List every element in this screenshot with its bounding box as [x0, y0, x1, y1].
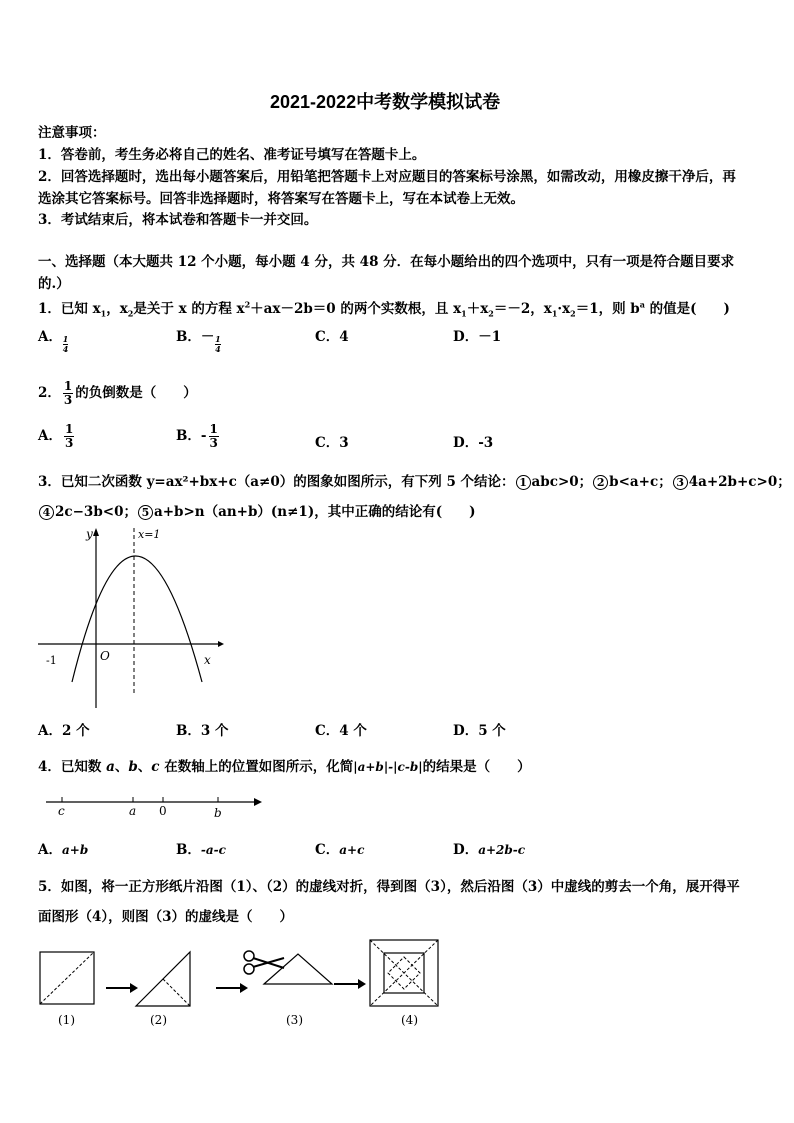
- question-1-option-a[interactable]: A． $\frac{1}{4}$: [38, 329, 69, 354]
- question-4-option-d[interactable]: D．a+2b-c: [453, 842, 526, 858]
- paper-folding-figure: [36, 936, 442, 1028]
- question-4-option-c[interactable]: C．a+c: [315, 842, 365, 858]
- figure-label-1: (1): [58, 1013, 75, 1027]
- question-1-option-d[interactable]: D．－1: [453, 329, 502, 345]
- question-4-stem: 4．已知数 a、b、c 在数轴上的位置如图所示，化简|a+b|-|c-b|的结果是（ ）: [38, 759, 531, 775]
- question-5-stem-line1: 5．如图，将一正方形纸片沿图（1）、（2）的虚线对折，得到图（3），然后沿图（3）中虚线的剪去一个角，展开得平: [38, 879, 740, 895]
- section-heading-line2: 的.）: [38, 276, 70, 292]
- origin-label: O: [100, 649, 110, 663]
- question-3-option-a[interactable]: A．2 个: [38, 723, 90, 739]
- figure-3-triangle: [264, 954, 332, 984]
- scissors-icon: [244, 951, 284, 974]
- figure-label-3: (3): [286, 1013, 303, 1027]
- notice-item-3: 3．考试结束后，将本试卷和答题卡一并交回。: [38, 212, 318, 228]
- y-axis-arrow: [93, 528, 99, 536]
- question-4-option-b[interactable]: B．-a-c: [176, 842, 226, 858]
- question-2-option-b[interactable]: B．- $\frac{1}{3}$: [176, 422, 218, 450]
- page-title: 2021-2022中考数学模拟试卷: [270, 92, 501, 112]
- question-3-option-b[interactable]: B．3 个: [176, 723, 229, 739]
- figure-2-fold: [163, 979, 190, 1006]
- question-2-option-d[interactable]: D．-3: [453, 435, 494, 451]
- parabola-curve: [72, 556, 202, 682]
- question-1-option-c[interactable]: C．4: [315, 329, 349, 345]
- section-heading-line1: 一、选择题（本大题共 12 个小题，每小题 4 分，共 48 分．在每小题给出的四个选项中，只有一项是符合题目要求: [38, 254, 735, 270]
- question-3-stem-line2: 4 2c−3b<0； 5 a+b>n（an+b）(n≠1)，其中正确的结论有( ): [38, 500, 475, 520]
- question-1-option-b[interactable]: B．－ $\frac{1}{4}$: [176, 329, 221, 354]
- figure-1-fold: [40, 952, 94, 1004]
- y-axis-label: y: [86, 527, 93, 541]
- question-3-stem-line1: 3．已知二次函数 y=ax²+bx+c（a≠0）的图象如图所示，有下列 5 个结论： 1 abc>0； 2 b<a+c； 3 4a+2b+c>0；: [38, 474, 791, 490]
- point-b-label: b: [214, 806, 222, 820]
- question-3-option-c[interactable]: C．4 个: [315, 723, 367, 739]
- number-line: [44, 790, 266, 822]
- notice-heading: 注意事项：: [38, 125, 106, 141]
- point-a-label: a: [129, 804, 137, 818]
- question-1-stem: 1．已知 $x_1$，$x_2$是关于 x 的方程 $x^2+ax-2b=0$ 的两个实数根，且 $x_1+x_2=-2$，$x_1\cdot x_2=1$，则 $b^a$ 的值是( ): [38, 299, 730, 319]
- question-5-stem-line2: 面图形（4），则图（3）的虚线是（ ）: [38, 909, 294, 925]
- x-axis-label: x: [204, 653, 211, 667]
- notice-item-1: 1．答卷前，考生务必将自己的姓名、准考证号填写在答题卡上。: [38, 147, 426, 163]
- symmetry-label: x=1: [138, 528, 161, 541]
- question-2-option-c[interactable]: C．3: [315, 435, 349, 451]
- parabola-graph: [36, 522, 226, 712]
- point-zero-label: 0: [159, 804, 167, 818]
- neg-one-label: -1: [46, 654, 57, 667]
- notice-item-2-cont: 选涂其它答案标号。回答非选择题时，将答案写在答题卡上，写在本试卷上无效。: [38, 191, 524, 207]
- question-4-option-a[interactable]: A．a+b: [38, 842, 89, 858]
- point-c-label: c: [58, 804, 65, 818]
- notice-item-2: 2．回答选择题时，选出每小题答案后，用铅笔把答题卡上对应题目的答案标号涂黑，如需改动，用橡皮擦干净后，再: [38, 169, 736, 185]
- figure-label-4: (4): [401, 1013, 418, 1027]
- figure-label-2: (2): [150, 1013, 167, 1027]
- question-3-option-d[interactable]: D．5 个: [453, 723, 506, 739]
- x-axis-arrow: [218, 641, 224, 647]
- question-2-option-a[interactable]: A． $\frac{1}{3}$: [38, 422, 74, 450]
- question-2-stem: 2． $\frac{1}{3}$ 的负倒数是（ ）: [38, 379, 197, 407]
